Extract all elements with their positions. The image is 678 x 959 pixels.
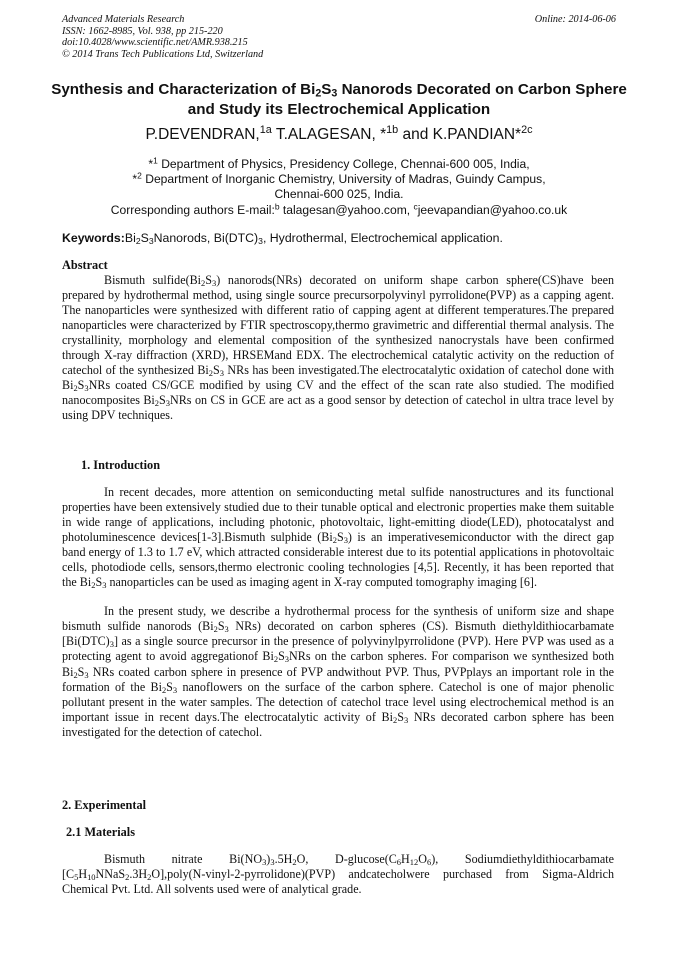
author-list: P.DEVENDRAN,$^{1a}$ T.ALAGESAN, *$^{1b}$ and K.PANDIAN*$^{2c}$ [145,124,533,143]
introduction-heading: 1. Introduction [81,458,161,472]
email-link-alagesan[interactable]: talagesan@yahoo.com, [279,202,414,217]
journal-doi: doi:10.4028/www.scientific.net/AMR.938.215 [62,37,248,49]
author-1: P.DEVENDRAN, [145,126,260,143]
corresponding-emails: Corresponding authors E-mail:$^b$ talagesan@yahoo.com, $^c$jeevapandian@yahoo.co.uk [110,200,568,217]
author-3: and K.PANDIAN* [398,126,522,143]
affiliation-1: *$^1$ Department of Physics, Presidency College, Chennai-600 005, India, [148,155,530,171]
affiliations [40,157,638,218]
abstract-heading: Abstract [62,258,108,272]
abstract-section [62,258,614,423]
keywords-label: Keywords: [62,231,125,245]
author-2: T.ALAGESAN, * [271,126,387,143]
affiliation-2-city: Chennai-600 025, India. [274,187,404,202]
journal-copyright: © 2014 Trans Tech Publications Ltd, Switzerland [62,48,264,60]
materials-paragraph: Bismuth nitrate $Bi(NO_3)_3.5H_2O$, $D-glucose(C_6H_{12}O_6)$, Sodiumdiethyldithiocarbamate $[C_5H_{10}NNaS_2.3H_2O],poly(N-vinyl-2-pyrrolidone)(PVP)$ andcatecholwere purchased from Sigma-Aldrich Chemical Pvt. Ltd. All solvents used were of analytical grade. [62,852,615,897]
email-link-pandian[interactable]: jeevapandian@yahoo.co.uk [417,202,568,217]
introduction-section [62,458,614,740]
keywords: $Keywords:Bi_2S_3Nanorods$, $Bi(DTC)_3$, Hydrothermal, Electrochemical application. [62,231,503,247]
paper-title: Synthesis and Characterization of $Bi_2S_3$ Nanorods Decorated on Carbon Sphere and Study its Electrochemical Application [51,81,627,118]
journal-header [62,14,263,60]
abstract-text: Bismuth $sulfide(Bi_2S_3)$ nanorods(NRs) decorated on uniform shape carbon sphere(CS)have been prepared by hydrothermal method, using single source precursorpolyvinyl pyrrolidone(PVP) as a capping agent. The nanoparticles were synthesized with different ratio of capping agent at different temperatures.The prepared nanoparticles were characterized by FTIR spectroscopy,thermo gravimetric and differential thermal analysis. The crystallinity, morphology and elemental composition of the synthesized nanocrystals have been confirmed through X-ray diffraction (XRD), HRSEMand EDX. The electrochemical catalytic activity on the reduction of catechol of the synthesized $Bi_2S_3$ NRs has been investigated.The electrocatalytic oxidation of catechol done with $Bi_2S_3NRs$ coated CS/GCE modified by using CV and the effect of the scan rate also studied. The modified nanocomposites $Bi_2S_3NRs$ on CS in GCE are act as a good sensor by detection of catechol in ultra trace level by using DPV techniques. [62,273,615,423]
materials-heading: 2.1 Materials [66,825,135,839]
affiliation-2: *$^2$ Department of Inorganic Chemistry, University of Madras, Guindy Campus, [132,170,546,187]
experimental-section [62,798,614,897]
journal-name: Advanced Materials Research [62,14,185,25]
introduction-paragraph-1: In recent decades, more attention on semiconducting metal sulfide nanostructures and its functional properties have been extensively studied due to their tunable optical and electronic properties make them suitable in wide range of applications, including photonic, photovoltaic, light-emitting diode(LED), photocatalyst and photoluminescence devices[1-3].Bismuth sulphide $(Bi_2S_3)$ is an imperativesemiconductor with the direct gap band energy of 1.3 to 1.7 eV, which attracted considerable interest due to its potential applications in photovoltaic cells, photodiode cells, sensors,thermo electronic cooling technologies [4,5]. Recently, it has been reported that the $Bi_2S_3$ nanoparticles can be used as imaging agent in X-ray computed tomography imaging [6]. [62,485,614,591]
introduction-paragraph-2: In the present study, we describe a hydrothermal process for the synthesis of uniform size and shape bismuth sulfide nanorods ($Bi_2S_3$ NRs) decorated on carbon spheres (CS). Bismuth diethyldithiocarbamate $[Bi(DTC)_3]$ as a single source precursor in the presence of polyvinylpyrrolidone (PVP). Here PVP was used as a protecting agent to avoid aggregationof $Bi_2S_3NRs$ on the carbon spheres. For comparison we synthesized both $Bi_2S_3$ NRs coated carbon sphere in presence of PVP andwithout PVP. Thus, PVPplays an important role in the formation of the $Bi_2S_3$ nanoflowers on the surface of the carbon sphere. Catechol is one of major phenolic pollutant present in the water samples. The detection of catechol trace level using electrochemical method is an important issue in recent days.The electrocatalytic activity of $Bi_2S_3$ NRs decorated carbon sphere has been investigated for the detection of catechol. [62,604,614,739]
online-date: Online: 2014-06-06 [534,14,616,25]
journal-issn: ISSN: 1662-8985, Vol. 938, pp 215-220 [62,25,223,37]
experimental-heading: 2. Experimental [62,798,147,812]
